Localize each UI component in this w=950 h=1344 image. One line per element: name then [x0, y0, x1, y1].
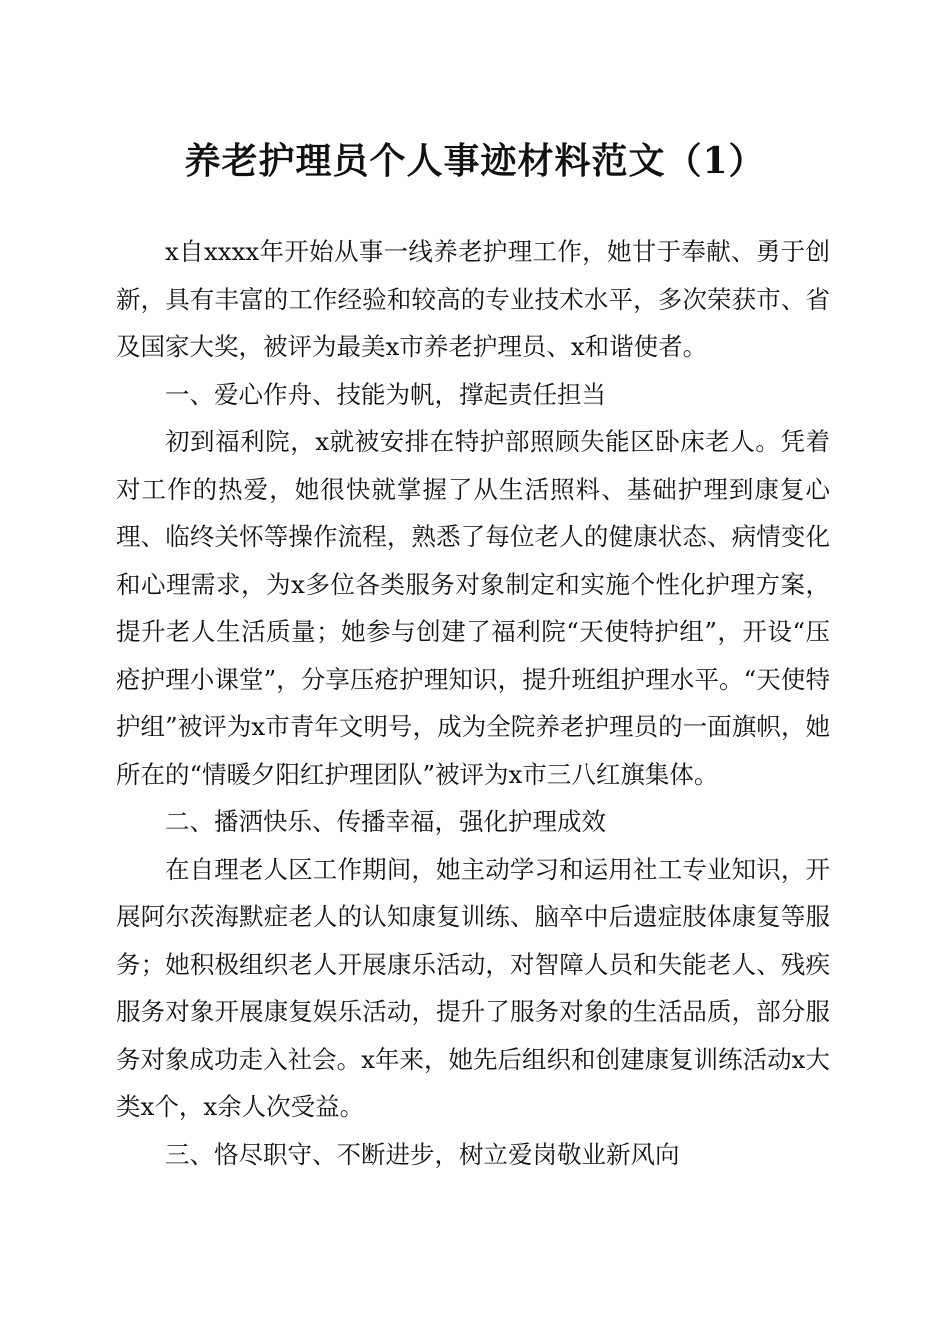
section-3-heading: 三、恪尽职守、不断进步，树立爱岗敬业新风向 — [165, 1139, 680, 1169]
section-2-paragraph: 在自理老人区工作期间，她主动学习和运用社工专业知识，开展阿尔茨海默症老人的认知康复训练、脑卒中后遗症肢体康复等服务；她积极组织老人开展康乐活动，对智障人员和失能老人、残疾服务对象开展康复娱乐活动，提升了服务对象的生活品质，部分服务对象成功走入社会。x年来，她先后组织和创建康复训练活动x大类x个，x余人次受益。 — [116, 854, 830, 1121]
section-2-heading: 二、播洒快乐、传播幸福，强化护理成效 — [165, 807, 606, 836]
document-title: 养老护理员个人事迹材料范文（1） — [184, 140, 766, 182]
intro-paragraph: x自xxxx年开始从事一线养老护理工作，她甘于奉献、勇于创新，具有丰富的工作经验和较高的专业技术水平，多次荣获市、省及国家大奖，被评为最美x市养老护理员、x和谐使者。 — [116, 237, 830, 361]
section-1-paragraph: 初到福利院，x就被安排在特护部照顾失能区卧床老人。凭着对工作的热爱，她很快就掌握了从生活照料、基础护理到康复心理、临终关怀等操作流程，熟悉了每位老人的健康状态、病情变化和心理需求，为x多位各类服务对象制定和实施个性化护理方案，提升老人生活质量；她参与创建了福利院“天使特护组”，开设“压疮护理小课堂”，分享压疮护理知识，提升班组护理水平。“天使特护组”被评为x市青年文明号，成为全院养老护理员的一面旗帜，她所在的“情暖夕阳红护理团队”被评为x市三八红旗集体。 — [116, 427, 830, 789]
section-1-heading: 一、爱心作舟、技能为帆，撑起责任担当 — [165, 379, 606, 409]
document-body — [116, 228, 830, 1178]
